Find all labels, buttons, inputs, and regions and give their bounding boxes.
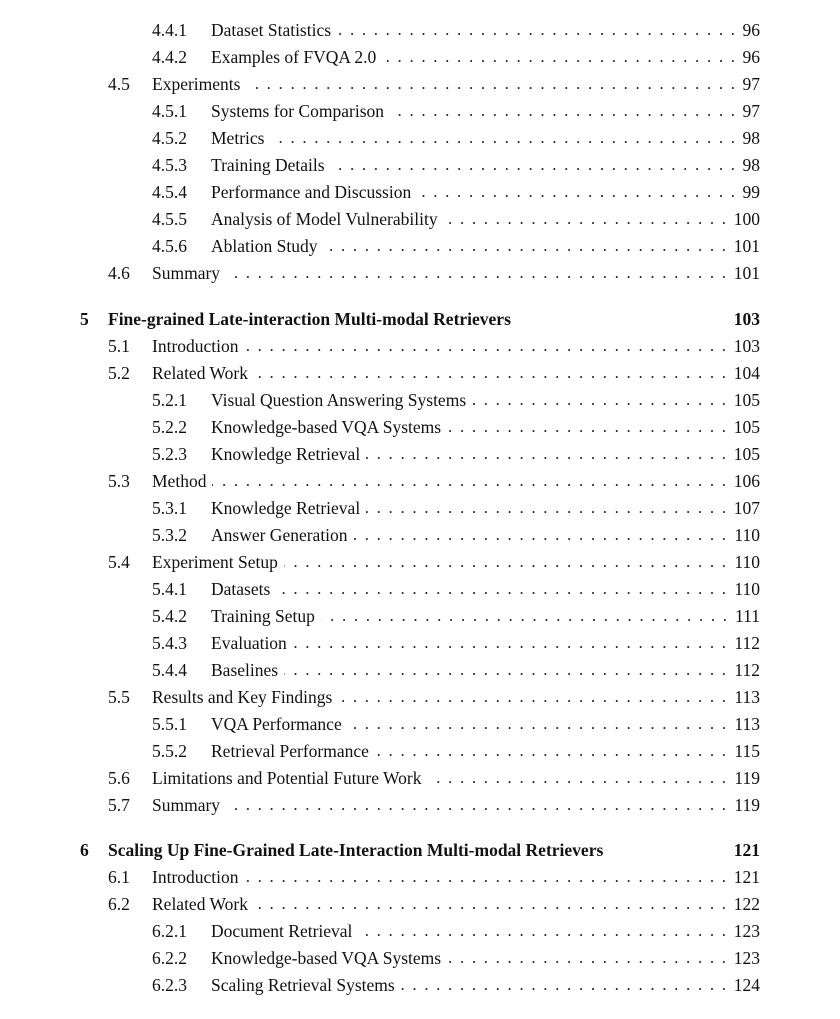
toc-section-title: Introduction xyxy=(152,867,239,887)
toc-section-title: Visual Question Answering Systems xyxy=(211,390,467,410)
toc-section-title: Scaling Up Fine-Grained Late-Interaction Multi-modal Retrievers xyxy=(108,840,604,860)
toc-section-number: 4.5 xyxy=(108,74,130,94)
toc-section-title: Experiment Setup xyxy=(152,552,278,572)
toc-dot-leader xyxy=(348,712,726,736)
toc-dot-leader xyxy=(323,234,726,258)
toc-section-title: Training Setup xyxy=(211,606,315,626)
toc-entry[interactable] xyxy=(0,361,840,385)
toc-dot-leader xyxy=(245,865,726,889)
toc-section-title: Summary xyxy=(152,263,221,283)
toc-entry[interactable] xyxy=(0,919,840,943)
toc-page-number: 121 xyxy=(733,840,760,860)
toc-entry[interactable] xyxy=(0,793,840,817)
toc-page-number: 96 xyxy=(742,47,760,67)
toc-section-number: 5.2.1 xyxy=(152,390,187,410)
toc-entry[interactable] xyxy=(0,523,840,547)
toc-section-number: 6.2.2 xyxy=(152,948,187,968)
toc-entry[interactable] xyxy=(0,865,840,889)
toc-chapter-entry[interactable] xyxy=(0,838,840,862)
toc-dot-leader xyxy=(366,442,726,466)
toc-dot-leader xyxy=(284,658,726,682)
toc-section-number: 4.4.1 xyxy=(152,20,187,40)
toc-dot-leader xyxy=(337,18,735,42)
toc-section-title: Dataset Statistics xyxy=(211,20,332,40)
toc-page-number: 107 xyxy=(733,498,760,518)
toc-page-number: 105 xyxy=(733,390,760,410)
toc-dot-leader xyxy=(390,99,735,123)
toc-section-title: Systems for Comparison xyxy=(211,101,385,121)
toc-page-number: 111 xyxy=(735,606,760,626)
toc-page-number: 105 xyxy=(733,417,760,437)
toc-section-number: 5.4.2 xyxy=(152,606,187,626)
toc-page-number: 101 xyxy=(733,263,760,283)
toc-entry[interactable] xyxy=(0,604,840,628)
toc-section-number: 5.6 xyxy=(108,768,130,788)
toc-section-number: 4.5.3 xyxy=(152,155,187,175)
toc-entry[interactable] xyxy=(0,126,840,150)
toc-section-title: Document Retrieval xyxy=(211,921,353,941)
toc-page-number: 96 xyxy=(742,20,760,40)
toc-section-title: Knowledge-based VQA Systems xyxy=(211,948,442,968)
toc-dot-leader xyxy=(276,577,726,601)
toc-page-number: 119 xyxy=(734,768,760,788)
toc-section-number: 5.1 xyxy=(108,336,130,356)
toc-section-title: Related Work xyxy=(152,363,248,383)
toc-entry[interactable] xyxy=(0,469,840,493)
toc-dot-leader xyxy=(447,415,726,439)
toc-page-number: 122 xyxy=(733,894,760,914)
toc-section-number: 6.2.3 xyxy=(152,975,187,995)
toc-dot-leader xyxy=(366,496,726,520)
toc-section-number: 5.5 xyxy=(108,687,130,707)
toc-dot-leader xyxy=(270,126,735,150)
toc-section-number: 5.2 xyxy=(108,363,130,383)
toc-page-number: 97 xyxy=(742,101,760,121)
toc-entry[interactable] xyxy=(0,207,840,231)
toc-entry[interactable] xyxy=(0,45,840,69)
toc-section-title: Fine-grained Late-interaction Multi-modal Retrievers xyxy=(108,309,511,329)
toc-page-number: 101 xyxy=(733,236,760,256)
toc-section-title: Retrieval Performance xyxy=(211,741,369,761)
toc-entry[interactable] xyxy=(0,496,840,520)
toc-page-number: 123 xyxy=(733,948,760,968)
toc-page-number: 98 xyxy=(742,155,760,175)
toc-entry[interactable] xyxy=(0,72,840,96)
toc-page-number: 99 xyxy=(742,182,760,202)
toc-entry[interactable] xyxy=(0,892,840,916)
toc-entry[interactable] xyxy=(0,973,840,997)
toc-section-number: 6.2.1 xyxy=(152,921,187,941)
toc-page-number: 97 xyxy=(742,74,760,94)
toc-entry[interactable] xyxy=(0,415,840,439)
toc-dot-leader xyxy=(338,685,726,709)
toc-page-number: 112 xyxy=(734,633,760,653)
toc-dot-leader xyxy=(358,919,726,943)
toc-dot-leader xyxy=(254,892,726,916)
toc-section-number: 5.5.1 xyxy=(152,714,187,734)
toc-section-number: 5.3.1 xyxy=(152,498,187,518)
toc-section-title: Knowledge Retrieval xyxy=(211,498,361,518)
toc-section-title: Analysis of Model Vulnerability xyxy=(211,209,438,229)
toc-entry[interactable] xyxy=(0,739,840,763)
toc-entry[interactable] xyxy=(0,99,840,123)
toc-entry[interactable] xyxy=(0,442,840,466)
toc-entry[interactable] xyxy=(0,234,840,258)
toc-page-number: 115 xyxy=(734,741,760,761)
toc-entry[interactable] xyxy=(0,766,840,790)
toc-dot-leader xyxy=(472,388,726,412)
toc-section-number: 6.2 xyxy=(108,894,130,914)
toc-dot-leader xyxy=(293,631,726,655)
toc-section-title: Summary xyxy=(152,795,221,815)
toc-section-number: 4.5.5 xyxy=(152,209,187,229)
toc-page-number: 124 xyxy=(733,975,760,995)
toc-page-number: 106 xyxy=(733,471,760,491)
toc-page-number: 119 xyxy=(734,795,760,815)
toc-entry[interactable] xyxy=(0,685,840,709)
toc-section-title: Datasets xyxy=(211,579,271,599)
toc-section-number: 4.5.4 xyxy=(152,182,187,202)
toc-entry[interactable] xyxy=(0,658,840,682)
toc-section-number: 5.4.3 xyxy=(152,633,187,653)
toc-section-number: 5.4 xyxy=(108,552,130,572)
toc-page-number: 104 xyxy=(733,363,760,383)
toc-section-title: Training Details xyxy=(211,155,325,175)
toc-dot-leader xyxy=(444,207,726,231)
toc-section-number: 4.6 xyxy=(108,263,130,283)
toc-section-number: 5.3 xyxy=(108,471,130,491)
toc-entry[interactable] xyxy=(0,550,840,574)
toc-entry[interactable] xyxy=(0,334,840,358)
toc-section-number: 5.2.3 xyxy=(152,444,187,464)
toc-section-title: Limitations and Potential Future Work xyxy=(152,768,422,788)
toc-section-title: Evaluation xyxy=(211,633,287,653)
toc-section-number: 5.5.2 xyxy=(152,741,187,761)
toc-entry[interactable] xyxy=(0,946,840,970)
toc-section-number: 6.1 xyxy=(108,867,130,887)
toc-chapter-entry[interactable] xyxy=(0,307,840,331)
toc-dot-leader xyxy=(428,766,726,790)
toc-section-number: 4.5.6 xyxy=(152,236,187,256)
toc-dot-leader xyxy=(401,973,726,997)
toc-section-title: Experiments xyxy=(152,74,241,94)
toc-section-title: Metrics xyxy=(211,128,265,148)
toc-section-title: Answer Generation xyxy=(211,525,348,545)
toc-section-number: 5.4.4 xyxy=(152,660,187,680)
toc-dot-leader xyxy=(382,45,735,69)
toc-section-title: Knowledge-based VQA Systems xyxy=(211,417,442,437)
toc-dot-leader xyxy=(246,72,735,96)
toc-page-number: 113 xyxy=(734,687,760,707)
toc-entry[interactable] xyxy=(0,577,840,601)
toc-section-title: Performance and Discussion xyxy=(211,182,412,202)
toc-dot-leader xyxy=(447,946,726,970)
toc-section-title: Baselines xyxy=(211,660,279,680)
toc-section-title: Introduction xyxy=(152,336,239,356)
toc-section-number: 5.7 xyxy=(108,795,130,815)
toc-section-number: 5.2.2 xyxy=(152,417,187,437)
toc-section-title: Results and Key Findings xyxy=(152,687,333,707)
toc-entry[interactable] xyxy=(0,388,840,412)
toc-section-number: 4.5.2 xyxy=(152,128,187,148)
toc-section-number: 6 xyxy=(80,840,89,860)
toc-dot-leader xyxy=(375,739,726,763)
toc-page-number: 112 xyxy=(734,660,760,680)
toc-page-number: 103 xyxy=(733,309,760,329)
toc-dot-leader xyxy=(245,334,726,358)
toc-page-number: 110 xyxy=(734,525,760,545)
toc-page-number: 98 xyxy=(742,128,760,148)
toc-section-number: 5 xyxy=(80,309,89,329)
toc-section-title: Ablation Study xyxy=(211,236,318,256)
toc-page-number: 105 xyxy=(733,444,760,464)
toc-dot-leader xyxy=(417,180,735,204)
toc-section-title: Scaling Retrieval Systems xyxy=(211,975,395,995)
toc-entry[interactable] xyxy=(0,712,840,736)
toc-entry[interactable] xyxy=(0,18,840,42)
toc-page-number: 110 xyxy=(734,552,760,572)
toc-dot-leader xyxy=(354,523,726,547)
toc-section-title: Examples of FVQA 2.0 xyxy=(211,47,377,67)
toc-dot-leader xyxy=(254,361,726,385)
toc-page-number: 123 xyxy=(733,921,760,941)
toc-section-number: 4.5.1 xyxy=(152,101,187,121)
toc-section-title: Knowledge Retrieval xyxy=(211,444,361,464)
toc-dot-leader xyxy=(321,604,727,628)
toc-page-number: 113 xyxy=(734,714,760,734)
toc-dot-leader xyxy=(226,793,726,817)
toc-page-number: 100 xyxy=(733,209,760,229)
toc-dot-leader xyxy=(284,550,726,574)
toc-section-title: Method xyxy=(152,471,207,491)
toc-page-number: 110 xyxy=(734,579,760,599)
toc-page-number: 103 xyxy=(733,336,760,356)
toc-dot-leader xyxy=(212,469,726,493)
toc-entry[interactable] xyxy=(0,153,840,177)
toc-entry[interactable] xyxy=(0,631,840,655)
toc-page-number: 121 xyxy=(733,867,760,887)
toc-entry[interactable] xyxy=(0,180,840,204)
toc-section-number: 5.3.2 xyxy=(152,525,187,545)
toc-dot-leader xyxy=(331,153,735,177)
toc-dot-leader xyxy=(226,261,726,285)
toc-section-title: VQA Performance xyxy=(211,714,342,734)
toc-section-title: Related Work xyxy=(152,894,248,914)
toc-section-number: 5.4.1 xyxy=(152,579,187,599)
toc-entry[interactable] xyxy=(0,261,840,285)
toc-section-number: 4.4.2 xyxy=(152,47,187,67)
